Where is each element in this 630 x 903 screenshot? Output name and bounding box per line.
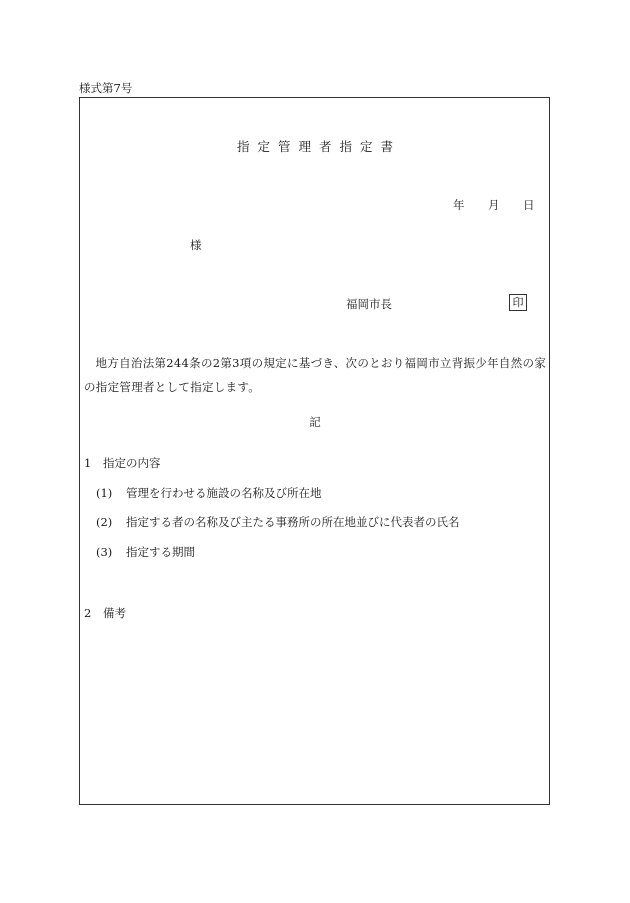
- form-number: 様式第7号: [79, 81, 133, 95]
- section-1-heading: [84, 455, 161, 471]
- section-1-item-3: [96, 544, 195, 560]
- ki-heading: 記: [309, 415, 321, 429]
- seal-mark: 印: [509, 294, 527, 311]
- document-title: 指定管理者指定書: [236, 139, 401, 154]
- document-frame: [79, 97, 550, 805]
- item-1-number: (1): [96, 486, 113, 500]
- date-month-label: 月: [488, 198, 500, 212]
- item-2-number: (2): [96, 515, 113, 529]
- section-1-title: 指定の内容: [103, 456, 161, 470]
- item-3-number: (3): [96, 545, 113, 559]
- section-2-heading: [84, 605, 126, 621]
- date-year-label: 年: [453, 198, 465, 212]
- section-1-number: 1: [84, 456, 92, 470]
- item-1-text: 管理を行わせる施設の名称及び所在地: [126, 486, 322, 500]
- section-2-number: 2: [84, 606, 92, 620]
- date-day-label: 日: [523, 198, 535, 212]
- mayor-title: 福岡市長: [346, 297, 392, 311]
- item-3-text: 指定する期間: [126, 545, 195, 559]
- section-1-item-2: [96, 514, 460, 530]
- addressee-honorific: 様: [190, 238, 202, 252]
- section-1-item-1: [96, 485, 322, 501]
- item-2-text: 指定する者の名称及び主たる事務所の所在地並びに代表者の氏名: [126, 515, 460, 529]
- section-2-title: 備考: [103, 606, 126, 620]
- body-paragraph: 地方自治法第244条の2第3項の規定に基づき、次のとおり福岡市立背振少年自然の家の指定管理者として指定します。: [84, 356, 547, 394]
